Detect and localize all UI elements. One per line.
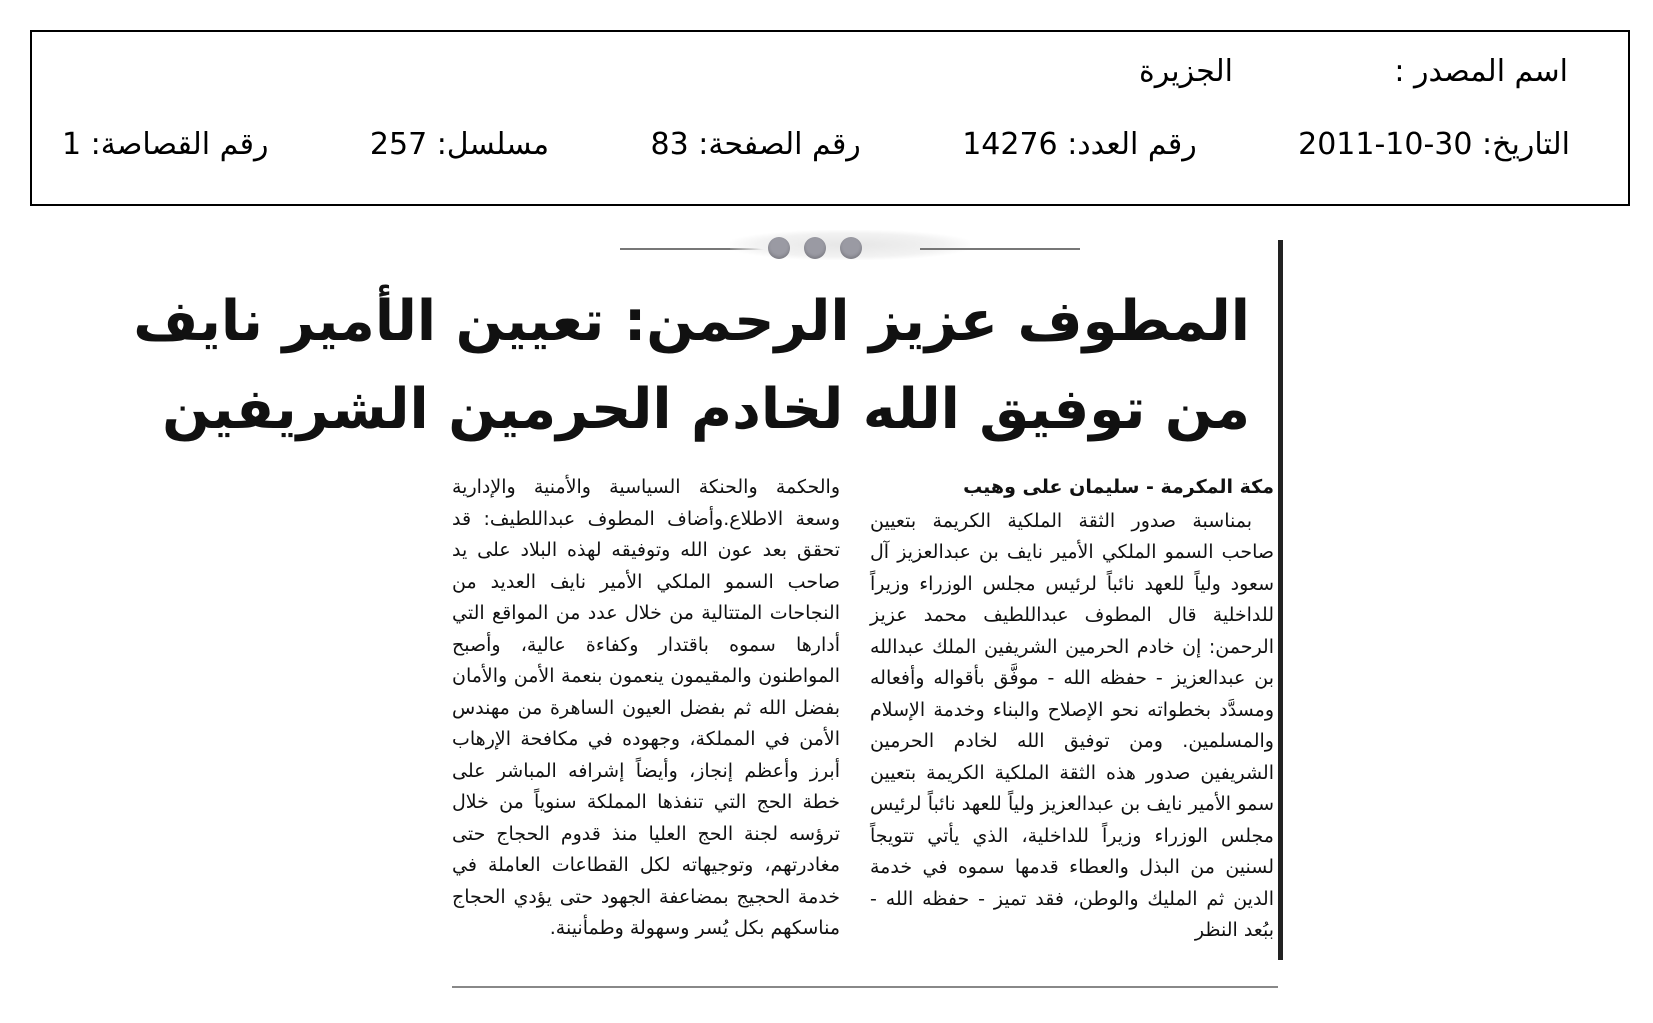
page-value: 83 [650,127,689,162]
source-info-box [30,30,1630,206]
issue-value: 14276 [962,127,1058,162]
byline: مكة المكرمة - سليمان على وهيب [963,476,1274,498]
article-column-right [870,472,1274,947]
ornament-dot [840,237,862,259]
date-value: 2011-10-30 [1298,127,1473,162]
bottom-rule [452,986,1278,988]
date-label: التاريخ: [1482,127,1570,162]
headline-line-1: المطوف عزيز الرحمن: تعيين الأمير نايف [133,289,1250,354]
ornament-dot [768,237,790,259]
issue-field [962,127,1196,162]
ornament-dot [804,237,826,259]
headline-line-2: من توفيق الله لخادم الحرمين الشريفين [162,377,1250,442]
clip-value: 1 [62,127,82,162]
serial-field [370,127,549,162]
ornament-line-right [920,248,1080,250]
date-field [1298,127,1570,162]
column-rule [1278,240,1283,960]
meta-row [62,127,1570,162]
newspaper-clipping [133,230,1290,1000]
article-headline [133,278,1250,454]
article-column-left [452,472,840,945]
serial-label: مسلسل: [436,127,550,162]
issue-label: رقم العدد: [1067,127,1197,162]
article-paragraph: والحكمة والحنكة السياسية والأمنية والإدارية وسعة الاطلاع.وأضاف المطوف عبداللطيف: قد تحقق بعد عون الله وتوفيقه لهذه البلاد على يد صاحب السمو الملكي الأمير نايف العديد من النجاحات المتتالية من خلال عدد من المواقع التي أدارها سموه باقتدار وكفاءة عالية، وأصبح المواطنون والمقيمون ينعمون بنعمة الأمن والأمان بفضل الله ثم بفضل العيون الساهرة من مهندس الأمن في المملكة، وجهوده في مكافحة الإرهاب أبرز وأعظم إنجاز، وأيضاً إشرافه المباشر على خطة الحج التي تنفذها المملكة سنوياً من خلال ترؤسه لجنة الحج العليا منذ قدوم الحجاج حتى مغادرتهم، وتوجيهاته لكل القطاعات العاملة في خدمة الحجيج بمضاعفة الجهود حتى يؤدي الحجاج مناسكهم بكل يُسر وسهولة وطمأنينة. [452,476,840,939]
clip-label: رقم القصاصة: [90,127,269,162]
serial-value: 257 [369,127,428,162]
clip-field [62,127,268,162]
page-label: رقم الصفحة: [698,127,861,162]
article-paragraph: بمناسبة صدور الثقة الملكية الكريمة بتعيين صاحب السمو الملكي الأمير نايف بن عبدالعزيز آل سعود ولياً للعهد نائباً لرئيس مجلس الوزراء وزيراً للداخلية قال المطوف عبداللطيف محمد عزيز الرحمن: إن خادم الحرمين الشريفين الملك عبدالله بن عبدالعزيز - حفظه الله - موفَّق بأقواله وأفعاله ومسدَّد بخطواته نحو الإصلاح والبناء وخدمة الإسلام والمسلمين. ومن توفيق الله لخادم الحرمين الشريفين صدور هذه الثقة الملكية الكريمة بتعيين سمو الأمير نايف بن عبدالعزيز ولياً للعهد نائباً لرئيس مجلس الوزراء وزيراً للداخلية، الذي يأتي تتويجاً لسنين من البذل والعطاء قدمها سموه في خدمة الدين ثم المليك والوطن، فقد تميز - حفظه الله - ببُعد النظر [870,509,1274,941]
source-value: الجزيرة [1138,54,1233,89]
page-field [650,127,860,162]
header-ornament [620,230,1080,270]
source-label: اسم المصدر : [1394,54,1568,89]
